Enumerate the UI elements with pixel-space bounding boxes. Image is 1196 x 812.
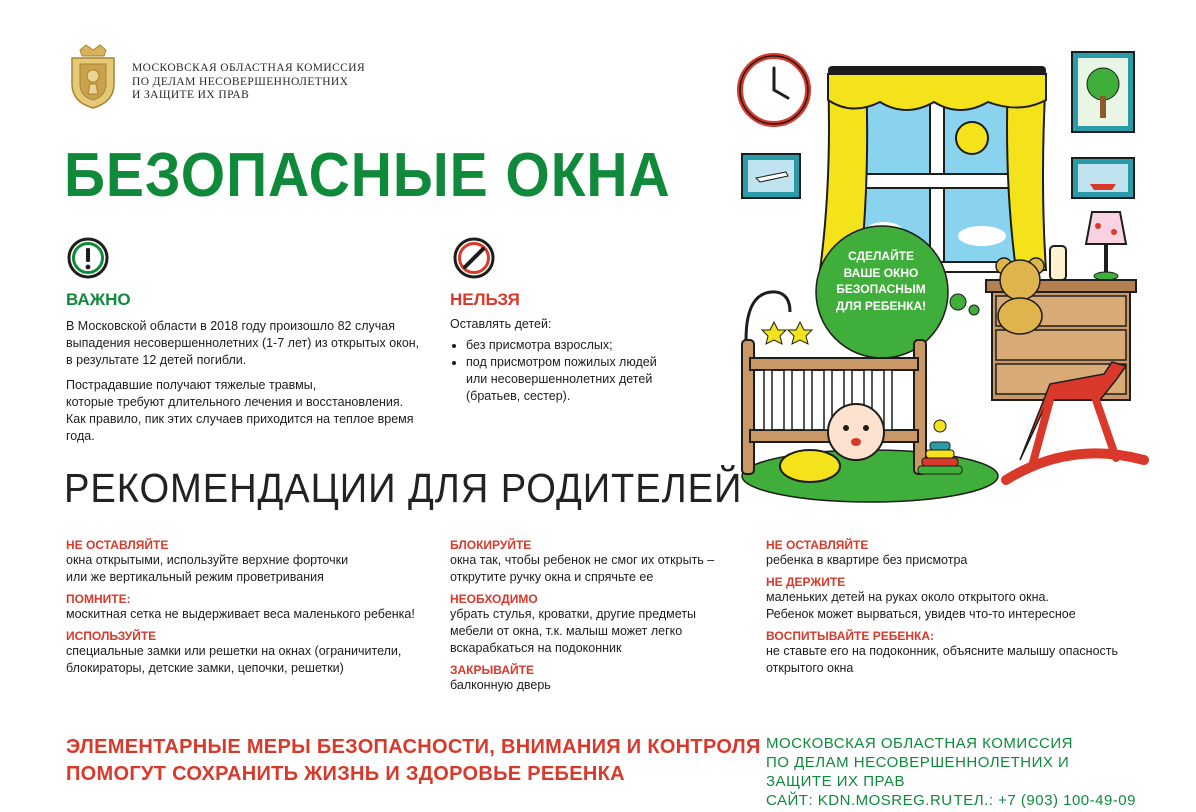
forbidden-heading: НЕЛЬЗЯ bbox=[450, 290, 520, 309]
important-heading: ВАЖНО bbox=[66, 290, 131, 309]
list-item: • без присмотра взрослых; bbox=[466, 337, 700, 354]
prohibited-icon bbox=[452, 236, 496, 280]
recommendations-col-2: БЛОКИРУЙТЕ окна так, чтобы ребенок не смог их открыть – открутите ручку окна и спрячьте ее НЕОБХОДИМО убрать стулья, кроватки, другие предметы мебели от окна, т.к. малыш может легко вскарабкаться на подоконник ЗАКРЫВАЙТЕ балконную дверь bbox=[450, 538, 715, 692]
ship-picture-icon bbox=[1072, 158, 1134, 198]
forbidden-list bbox=[450, 337, 700, 405]
important-text: В Московской области в 2018 году произошло 82 случая выпадения несовершеннолетних (1-7 лет) из открытых окон, в результате 12 детей погибли. Пострадавшие получают тяжелые травмы, которые требуют длительного лечения и восстановления. Как правило, пик этих случаев приходится на теплое время года. bbox=[66, 319, 420, 443]
list-item: • под присмотром пожилых людей или несовершеннолетних детей (братьев, сестер). bbox=[466, 354, 700, 405]
airplane-picture-icon bbox=[742, 154, 800, 198]
recommendations-col-1: НЕ ОСТАВЛЯЙТЕ окна открытыми, используйте верхние форточки или же вертикальный режим проветривания ПОМНИТЕ: москитная сетка не выдерживает веса маленького ребенка! ИСПОЛЬЗУЙТЕ специальные замки или решетки на окнах (ограничители, блокираторы, детские замки, цепочки, решетки) bbox=[66, 538, 415, 675]
site-link[interactable]: САЙТ: KDN.MOSREG.RU bbox=[766, 792, 953, 809]
page-title: БЕЗОПАСНЫЕ ОКНА bbox=[64, 141, 671, 210]
org-line: ПО ДЕЛАМ НЕСОВЕРШЕННОЛЕТНИХ bbox=[132, 75, 349, 88]
tree-picture-icon bbox=[1072, 52, 1134, 132]
exclamation-icon bbox=[66, 236, 110, 280]
forbidden-text: Оставлять детей: • без присмотра взрослых; • под присмотром пожилых людей или несовершеннолетних детей (братьев, сестер). bbox=[450, 316, 700, 405]
recommendations-title: РЕКОМЕНДАЦИИ ДЛЯ РОДИТЕЛЕЙ bbox=[64, 465, 743, 511]
org-name bbox=[132, 62, 365, 103]
org-line: И ЗАЩИТЕ ИХ ПРАВ bbox=[132, 89, 250, 101]
nursery-illustration bbox=[720, 40, 1180, 510]
footer-contacts: МОСКОВСКАЯ ОБЛАСТНАЯ КОМИССИЯ ПО ДЕЛАМ НЕСОВЕРШЕННОЛЕТНИХ И ЗАЩИТЕ ИХ ПРАВ САЙТ: KDN.MOSREG.RU ТЕЛ.: +7 (903) 100-49-09 bbox=[766, 735, 1136, 809]
bubble-text: СДЕЛАЙТЕ ВАШЕ ОКНО БЕЗОПАСНЫМ ДЛЯ РЕБЕНКА! bbox=[835, 249, 927, 313]
recommendations-col-3: НЕ ОСТАВЛЯЙТЕ ребенка в квартире без присмотра НЕ ДЕРЖИТЕ маленьких детей на руках около открытого окна. Ребенок может вырваться, увидев что-то интересное ВОСПИТЫВАЙТЕ РЕБЕНКА: не ставьте его на подоконник, объясните малышу опасность открытого окна bbox=[766, 538, 1119, 675]
lamp-icon bbox=[1086, 212, 1126, 280]
slogan: ЭЛЕМЕНТАРНЫЕ МЕРЫ БЕЗОПАСНОСТИ, ВНИМАНИЯ И КОНТРОЛЯ ПОМОГУТ СОХРАНИТЬ ЖИЗНЬ И ЗДОРОВЬЕ РЕБЕНКА bbox=[66, 736, 761, 785]
phone-number: ТЕЛ.: +7 (903) 100-49-09 bbox=[953, 792, 1136, 809]
coat-of-arms-icon bbox=[66, 44, 120, 110]
clock-icon bbox=[740, 56, 808, 124]
org-line: МОСКОВСКАЯ ОБЛАСТНАЯ КОМИССИЯ bbox=[132, 62, 366, 74]
